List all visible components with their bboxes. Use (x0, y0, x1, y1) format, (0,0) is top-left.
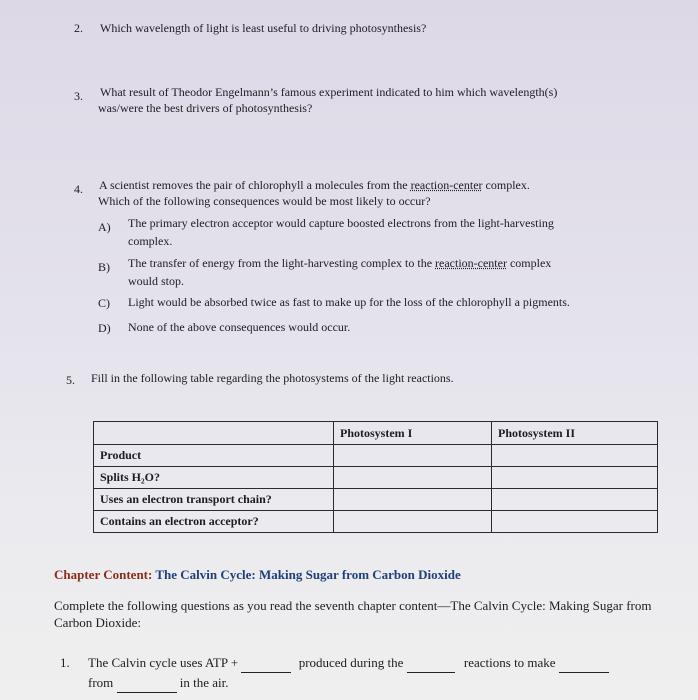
answer-blank-4[interactable] (117, 674, 177, 693)
question-part-5: in the air. (179, 675, 229, 690)
option-label: A) (98, 220, 111, 234)
answer-blank-3[interactable] (559, 654, 609, 673)
option-d (98, 319, 678, 337)
question-number: 3. (74, 89, 83, 103)
table-row (94, 445, 658, 467)
answer-cell-ps1-electron-acceptor[interactable] (334, 511, 492, 533)
answer-cell-ps2-splits-water[interactable] (492, 467, 658, 489)
question-2 (74, 20, 674, 36)
question-number: 1. (60, 655, 70, 670)
option-text-pre: The transfer of energy from the light-harvesting complex to the (128, 256, 433, 270)
table-row (94, 489, 658, 511)
question-text-line-1: What result of Theodor Engelmann’s famous experiment indicated to him which wavelength(s) (100, 85, 558, 99)
table-row (94, 511, 658, 533)
option-b (98, 253, 678, 287)
row-header-product: Product (94, 445, 334, 467)
question-5 (66, 370, 666, 388)
answer-blank-2[interactable] (407, 654, 455, 673)
answer-cell-ps1-electron-transport-chain[interactable] (334, 489, 492, 511)
option-text-line-2: would stop. (128, 274, 185, 288)
table-header-row (94, 422, 658, 445)
option-text-post: complex (509, 256, 552, 270)
question-text-line-2 (88, 674, 229, 693)
option-text-line-1: The primary electron acceptor would capture boosted electrons from the light-harvesting (128, 216, 554, 230)
option-a (98, 213, 678, 247)
answer-blank-1[interactable] (241, 654, 291, 673)
answer-cell-ps2-electron-transport-chain[interactable] (492, 489, 658, 511)
column-header-photosystem-i: Photosystem I (334, 422, 492, 445)
column-header-photosystem-ii: Photosystem II (492, 422, 658, 445)
calvin-question-1 (60, 654, 680, 694)
chapter-title: The Calvin Cycle: Making Sugar from Carbon Dioxide (155, 567, 461, 582)
chapter-label: Chapter Content: (54, 567, 153, 582)
option-text-line-1: None of the above consequences would occur. (128, 320, 351, 334)
photosystems-table (93, 421, 658, 533)
option-text-line-1 (128, 255, 551, 271)
chapter-heading (54, 567, 461, 583)
row-header-electron-acceptor: Contains an electron acceptor? (94, 511, 334, 533)
question-number: 2. (74, 21, 83, 35)
question-number: 5. (66, 373, 75, 387)
chapter-instructions: Complete the following questions as you read the seventh chapter content—The Calvin Cycle: Making Sugar from Carbon Dioxide: (54, 598, 652, 630)
option-c (98, 294, 678, 312)
table-corner-cell (94, 422, 334, 445)
reaction-center-term: reaction-center (410, 178, 483, 192)
question-3 (74, 82, 674, 116)
answer-cell-ps2-electron-acceptor[interactable] (492, 511, 658, 533)
option-label: D) (98, 321, 111, 335)
question-part-2: produced during the (298, 655, 404, 670)
question-part-1: The Calvin cycle uses ATP + (88, 655, 239, 670)
question-text-line-2: was/were the best drivers of photosynthesis? (98, 101, 313, 115)
row-header-electron-transport-chain: Uses an electron transport chain? (94, 489, 334, 511)
answer-cell-ps2-product[interactable] (492, 445, 658, 467)
option-label: C) (98, 296, 110, 310)
answer-cell-ps1-product[interactable] (334, 445, 492, 467)
question-text: Which wavelength of light is least useful to driving photosynthesis? (100, 21, 427, 35)
question-text-line-1 (99, 177, 530, 193)
option-text-line-1: Light would be absorbed twice as fast to make up for the loss of the chlorophyll a pigments. (128, 295, 570, 309)
answer-cell-ps1-splits-water[interactable] (334, 467, 492, 489)
question-text: Fill in the following table regarding the photosystems of the light reactions. (91, 371, 454, 385)
question-part-4: from (88, 675, 114, 690)
question-text-post: complex. (485, 178, 530, 192)
question-text-line-1 (88, 654, 609, 673)
option-text-line-2: complex. (128, 234, 173, 248)
question-number: 4. (74, 182, 83, 196)
reaction-center-term: reaction-center (435, 256, 507, 270)
row-header-splits-water: Splits H₂O? (94, 467, 334, 489)
table-row (94, 467, 658, 489)
question-text-line-2: Which of the following consequences would be most likely to occur? (98, 194, 431, 208)
question-part-3: reactions to make (463, 655, 556, 670)
option-label: B) (98, 260, 110, 274)
question-text-pre: A scientist removes the pair of chlorophyll a molecules from the (99, 178, 408, 192)
